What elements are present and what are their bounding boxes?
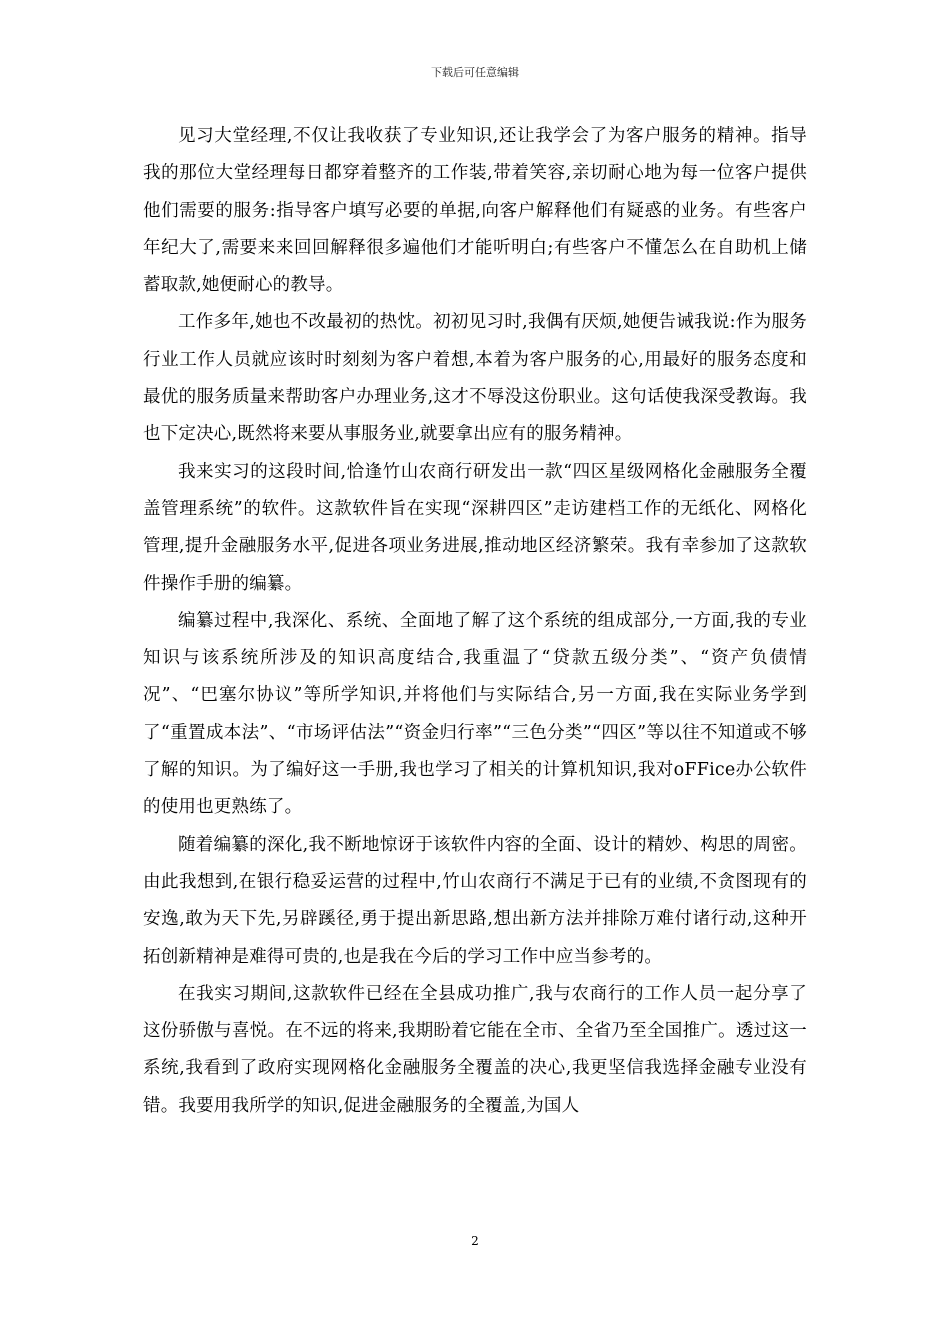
document-body [143, 118, 807, 1125]
paragraph: 在我实习期间,这款软件已经在全县成功推广,我与农商行的工作人员一起分享了这份骄傲与喜悦。在不远的将来,我期盼着它能在全市、全省乃至全国推广。透过这一系统,我看到了政府实现网格化金融服务全覆盖的决心,我更坚信我选择金融专业没有错。我要用我所学的知识,促进金融服务的全覆盖,为国人 [143, 983, 807, 1116]
paragraph: 见习大堂经理,不仅让我收获了专业知识,还让我学会了为客户服务的精神。指导我的那位大堂经理每日都穿着整齐的工作装,带着笑容,亲切耐心地为每一位客户提供他们需要的服务:指导客户填写必要的单据,向客户解释他们有疑惑的业务。有些客户年纪大了,需要来来回回解释很多遍他们才能听明白;有些客户不懂怎么在自助机上储蓄取款,她便耐心的教导。 [143, 126, 807, 296]
page-header: 下载后可任意编辑 [431, 66, 519, 79]
paragraph: 随着编纂的深化,我不断地惊讶于该软件内容的全面、设计的精妙、构思的周密。由此我想到,在银行稳妥运营的过程中,竹山农商行不满足于已有的业绩,不贪图现有的安逸,敢为天下先,另辟蹊径,勇于提出新思路,想出新方法并排除万难付诸行动,这种开拓创新精神是难得可贵的,也是我在今后的学习工作中应当参考的。 [143, 834, 807, 967]
page-number: 2 [471, 1234, 479, 1248]
paragraph: 我来实习的这段时间,恰逢竹山农商行研发出一款“四区星级网格化金融服务全覆盖管理系统”的软件。这款软件旨在实现“深耕四区”走访建档工作的无纸化、网格化管理,提升金融服务水平,促进各项业务进展,推动地区经济繁荣。我有幸参加了这款软件操作手册的编纂。 [143, 461, 807, 594]
paragraph: 工作多年,她也不改最初的热忱。初初见习时,我偶有厌烦,她便告诫我说:作为服务行业工作人员就应该时时刻刻为客户着想,本着为客户服务的心,用最好的服务态度和最优的服务质量来帮助客户办理业务,这才不辱没这份职业。这句话使我深受教诲。我也下定决心,既然将来要从事服务业,就要拿出应有的服务精神。 [143, 312, 807, 445]
paragraph: 编纂过程中,我深化、系统、全面地了解了这个系统的组成部分,一方面,我的专业知识与该系统所涉及的知识高度结合,我重温了“贷款五级分类”、“资产负债情况”、“巴塞尔协议”等所学知识,并将他们与实际结合,另一方面,我在实际业务学到了“重置成本法”、“市场评估法”“资金归行率”“三色分类”“四区”等以往不知道或不够了解的知识。为了编好这一手册,我也学习了相关的计算机知识,我对oFFice办公软件的使用也更熟练了。 [143, 610, 807, 818]
